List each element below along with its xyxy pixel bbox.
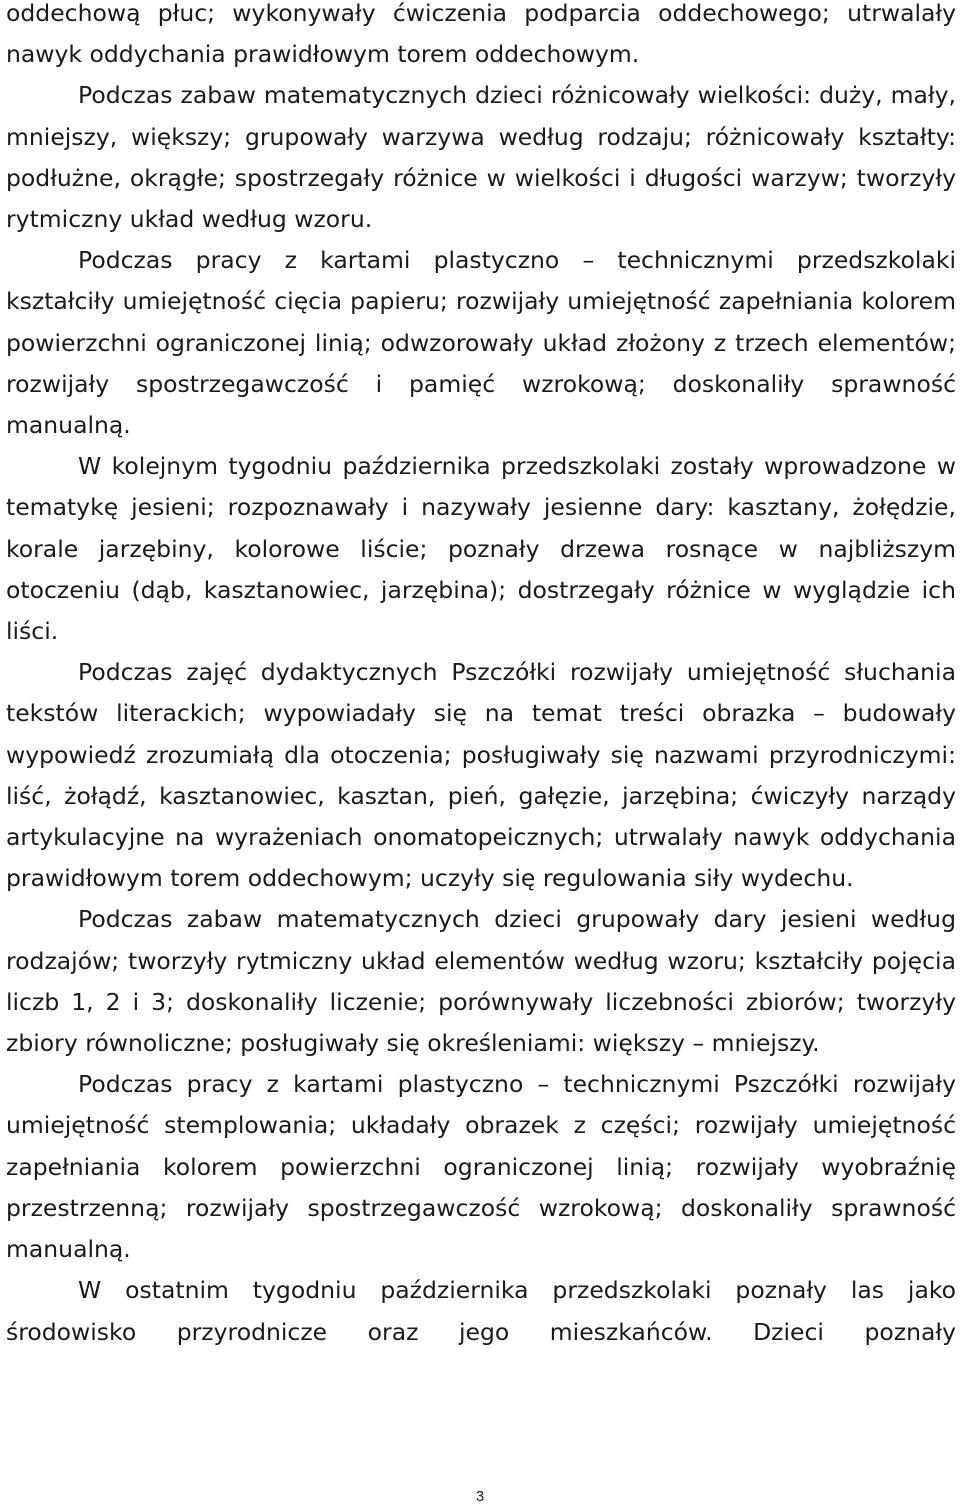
page-number: 3 bbox=[475, 1488, 485, 1505]
paragraph-7: Podczas pracy z kartami plastyczno – technicznymi Pszczółki rozwijały umiejętność stemplowania; układały obrazek z części; rozwijały umiejętność zapełniania kolorem powierzchni ograniczonej linią; rozwijały wyobraźnię przestrzenną; rozwijały spostrzegawczość wzrokową; doskonaliły sprawność manualną. bbox=[6, 1070, 956, 1264]
paragraph-6: Podczas zabaw matematycznych dzieci grupowały dary jesieni według rodzajów; tworzyły rytmiczny układ elementów według wzoru; kształciły pojęcia liczb 1, 2 i 3; doskonaliły liczenie; porównywały liczebności zbiorów; tworzyły zbiory równoliczne; posługiwały się określeniami: większy – mniejszy. bbox=[6, 905, 956, 1058]
paragraph-1: oddechową płuc; wykonywały ćwiczenia podparcia oddechowego; utrwalały nawyk oddychania prawidłowym torem oddechowym. bbox=[6, 0, 956, 69]
paragraph-8: W ostatnim tygodniu października przedszkolaki poznały las jako środowisko przyrodnicze oraz jego mieszkańców. Dzieci poznały bbox=[6, 1276, 956, 1346]
paragraph-2: Podczas zabaw matematycznych dzieci różnicowały wielkości: duży, mały, mniejszy, większy; grupowały warzywa według rodzaju; różnicowały kształty: podłużne, okrągłe; spostrzegały różnice w wielkości i długości warzyw; tworzyły rytmiczny układ według wzoru. bbox=[6, 81, 956, 234]
document-page bbox=[6, 0, 956, 1460]
paragraph-3: Podczas pracy z kartami plastyczno – technicznymi przedszkolaki kształciły umiejętność cięcia papieru; rozwijały umiejętność zapełniania kolorem powierzchni ograniczonej linią; odwzorowały układ złożony z trzech elementów; rozwijały spostrzegawczość i pamięć wzrokową; doskonaliły sprawność manualną. bbox=[6, 246, 956, 440]
paragraph-4: W kolejnym tygodniu października przedszkolaki zostały wprowadzone w tematykę jesieni; rozpoznawały i nazywały jesienne dary: kasztany, żołędzie, korale jarzębiny, kolorowe liście; poznały drzewa rosnące w najbliższym otoczeniu (dąb, kasztanowiec, jarzębina); dostrzegały różnice w wyglądzie ich liści. bbox=[6, 452, 956, 646]
paragraph-5: Podczas zajęć dydaktycznych Pszczółki rozwijały umiejętność słuchania tekstów literackich; wypowiadały się na temat treści obrazka – budowały wypowiedź zrozumiałą dla otoczenia; posługiwały się nazwami przyrodniczymi: liść, żołądź, kasztanowiec, kasztan, pień, gałęzie, jarzębina; ćwiczyły narządy artykulacyjne na wyrażeniach onomatopeicznych; utrwalały nawyk oddychania prawidłowym torem oddechowym; uczyły się regulowania siły wydechu. bbox=[6, 658, 956, 893]
